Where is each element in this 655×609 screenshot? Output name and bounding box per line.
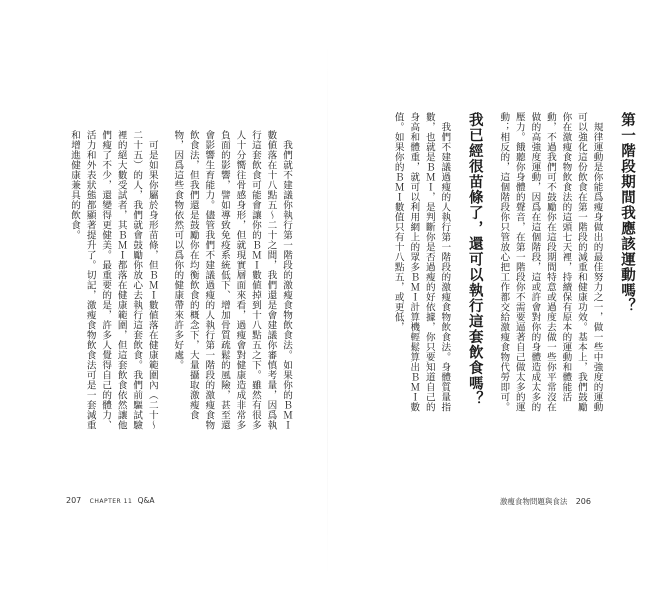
left-page — [0, 0, 327, 609]
chapter-label: CHAPTER 11 — [89, 498, 133, 505]
left-page-text — [62, 130, 294, 430]
left-footer — [60, 496, 155, 505]
right-footer — [500, 496, 597, 507]
page-number-right: 206 — [575, 497, 591, 506]
footer-title: 激瘦食物問題與食法 — [499, 497, 568, 506]
heading-slim: 我已經很苗條了，還可以執行這套飲食嗎？ — [466, 112, 483, 407]
section-label: Q&A — [137, 496, 155, 505]
right-paragraph-2: 我們不建議過瘦的人執行第一階段的激瘦食物飲食法。身體質量指數，也就是ＢＭＩ，是判斷你是否過瘦的好依據，你只要知道自己的身高和體重，就可以利用網上的眾多ＢＭＩ計算機輕鬆算出ＢＭＩ數值。如果你的ＢＭＩ數值只有十八點五，或更低， — [392, 112, 451, 412]
right-paragraph-1: 規律運動是你能爲瘦身做出的最佳努力之一，做一些中強度的運動可以強化這份飲食在第一階段的減重和健康功效。基本上，我們鼓勵你在激瘦食物飲食法的這頭七天裡，持續保有原本的運動和體能活動，不過我們可不鼓勵你在這段期間特意或過度去做一些你平常沒在做的高強度運動，因爲在這個階段，這或許會對你的身體造成太多的壓力。餓聽你身體的聲音，在第一階段你不需要逼著自己做太多的運動；相反的，這個階段你只管放心把工作都交給激瘦食物代勞即可。 — [498, 112, 603, 412]
left-paragraph-2: 可是如果你屬於身形苗條，但ＢＭＩ數値落在健康範圍內（二十～二十五）的人，我們就會鼓勵你放心去執行這套飲食。我們前驅試驗裡的絕大數受試者，其ＢＭＩ都落在健康範圍，但這套飲食依然讓他們瘦了不少，還變得更健美。最重要的是，許多人覺得自己的體力、活力和外表狀態都顯著提升了。切記，激瘦食物飲食法可是一套減重和增進健康兼具的飲食。 — [69, 130, 158, 430]
heading-exercise: 第一階段期間我應該運動嗎？ — [619, 112, 635, 314]
left-paragraph-1: 我們就不建議你執行第一階段的激瘦食物飲食法。如果你的ＢＭＩ數値落在十八點五～二十之間，我們還是會建議你審慎考量，因爲執行這套飲食可能會讓你的ＢＭＩ數値掉到十八點五之下。雖然有很多人十分嚮往骨感身形，但就現實層面來看，過瘦會對健康造成非常多負面的影響，譬如導致免疫系統低下、增加骨質疏鬆的風險，甚至還會影響生育能力。儘管我們不建議過瘦的人執行第一階段的激瘦食物飲食法，但我們還是鼓勵你在均衡飲食的概念下，大量攝取激瘦食物，因爲這些食物依然可以爲你的健康帶來許多好處。 — [172, 130, 292, 430]
page-number-left: 207 — [66, 496, 82, 505]
right-page — [328, 0, 655, 609]
right-page-text — [392, 112, 638, 412]
